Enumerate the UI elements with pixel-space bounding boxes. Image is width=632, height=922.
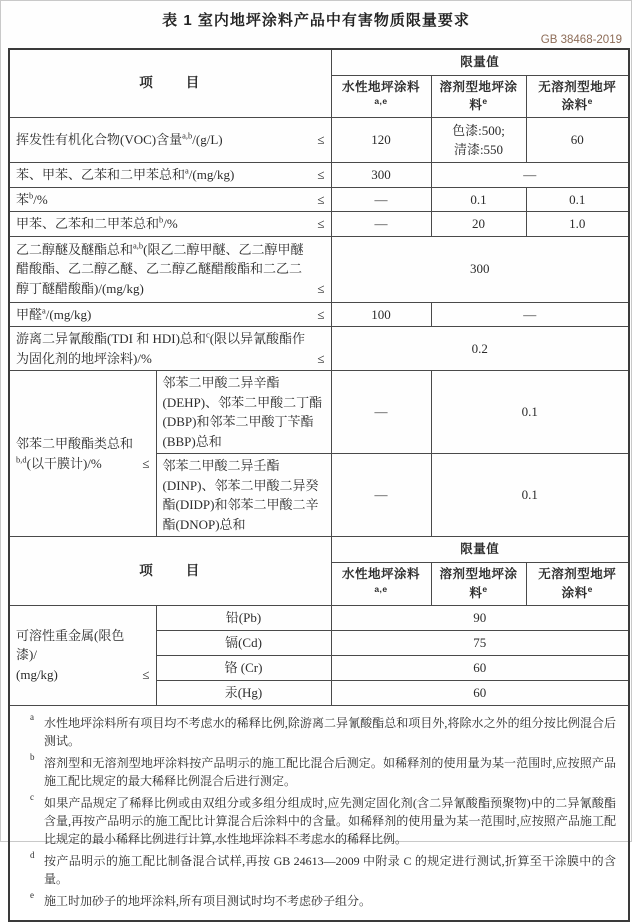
header-item: 项 目 [9,49,331,118]
row-glycol [9,236,629,302]
col-header-solvent: 溶剂型地坪涂料$^e$ [431,75,526,118]
cell-phthalates1-rest: 0.1 [431,371,629,454]
footnote-d: d 按产品明示的施工配比制备混合试样,再按 GB 24613—2009 中附录 C 的规定进行测试,折算至干涂膜中的含量。 [30,849,617,886]
cell-voc-water: 120 [331,118,431,163]
label-metal-cd: 镉(Cd) [156,630,331,655]
label-phthalates-group2: 邻苯二甲酸二异壬酯(DINP)、邻苯二甲酸二异癸酯(DIDP)和邻苯二甲酸二辛酯(DNOP)总和 [156,454,331,537]
cell-glycol-all: 300 [331,236,629,302]
leq-symbol: ≤ [317,191,325,207]
label-isocyanate: 游离二异氰酸酯(TDI 和 HDI)总和$^c$(限以异氰酸酯作为固化剂的地坪涂料)/% ≤ [9,327,331,371]
row-btex-mg [9,163,629,188]
label-voc: 挥发性有机化合物(VOC)含量$^{a,b}$/(g/L) ≤ [9,118,331,163]
row-metal-pb [9,605,629,630]
leq-symbol: ≤ [317,280,325,296]
header-limit-value-2: 限量值 [331,537,629,563]
footnote-a: a 水性地坪涂料所有项目均不考虑水的稀释比例,除游离二异氰酸酯总和项目外,将除水之外的组分按比例混合后测试。 [30,711,617,748]
cell-tex-water: — [331,212,431,237]
cell-metal-cr: 60 [331,655,629,680]
label-tex: 甲苯、乙苯和二甲苯总和$^b$/% ≤ [9,212,331,237]
cell-tex-solvent-free: 1.0 [526,212,629,237]
cell-tex-solvent: 20 [431,212,526,237]
label-benzene: 苯$^b$/% ≤ [9,187,331,212]
leq-symbol: ≤ [317,350,325,366]
cell-metal-hg: 60 [331,680,629,705]
col-header-water: 水性地坪涂料$^{a,e}$ [331,75,431,118]
cell-btex-rest: — [431,163,629,188]
cell-phthalates1-water: — [331,371,431,454]
cell-voc-solvent-free: 60 [526,118,629,163]
leq-symbol: ≤ [317,216,325,231]
col-header-solvent-free-2: 无溶剂型地坪涂料$^e$ [526,563,629,606]
label-phthalates: 邻苯二甲酸酯类总和$^{b,d}$(以干膜计)/% ≤ [9,371,156,537]
label-btex-mg: 苯、甲苯、乙苯和二甲苯总和$^a$/(mg/kg) ≤ [9,163,331,188]
row-phthalates-1 [9,371,629,454]
footnote-c: c 如果产品规定了稀释比例或由双组分或多组分组成时,应先测定固化剂(含二异氰酸酯预聚物)中的二异氰酸酯含量,再按产品明示的施工配比计算混合后涂料中的含量。如稀释剂的使用量为某一范围时,应按照产品施工配比规定的最小稀释比例进行计算,水性地坪涂料不考虑水的稀释比例。 [30,791,617,846]
cell-benzene-solvent-free: 0.1 [526,187,629,212]
header-item-2: 项 目 [9,537,331,606]
footnotes-cell [9,705,629,921]
cell-formaldehyde-rest: — [431,302,629,327]
label-metal-cr: 铬 (Cr) [156,655,331,680]
leq-symbol: ≤ [317,306,325,322]
label-metal-hg: 汞(Hg) [156,680,331,705]
cell-phthalates2-rest: 0.1 [431,454,629,537]
leq-symbol: ≤ [317,167,325,182]
leq-symbol: ≤ [142,455,150,471]
cell-voc-solvent: 色漆:500; 清漆:550 [431,118,526,163]
row-formaldehyde [9,302,629,327]
row-voc [9,118,629,163]
col-header-water-2: 水性地坪涂料$^{a,e}$ [331,563,431,606]
cell-formaldehyde-water: 100 [331,302,431,327]
row-footnotes [9,705,629,921]
header-limit-value: 限量值 [331,49,629,75]
col-header-solvent-2: 溶剂型地坪涂料$^e$ [431,563,526,606]
leq-symbol: ≤ [317,132,325,148]
cell-benzene-solvent: 0.1 [431,187,526,212]
col-header-solvent-free: 无溶剂型地坪涂料$^e$ [526,75,629,118]
cell-metal-pb: 90 [331,605,629,630]
limits-table [8,48,630,922]
leq-symbol: ≤ [142,666,150,682]
label-phthalates-group1: 邻苯二甲酸二异辛酯(DEHP)、邻苯二甲酸二丁酯(DBP)和邻苯二甲酸丁苄酯(BBP)总和 [156,371,331,454]
row-benzene [9,187,629,212]
table-title: 表 1 室内地坪涂料产品中有害物质限量要求 [162,12,470,29]
label-heavy-metals: 可溶性重金属(限色漆)/ (mg/kg) ≤ [9,605,156,705]
row-tex [9,212,629,237]
cell-phthalates2-water: — [331,454,431,537]
cell-metal-cd: 75 [331,630,629,655]
standard-code: GB 38468-2019 [540,34,622,46]
label-glycol: 乙二醇醚及醚酯总和$^{a,b}$(限乙二醇甲醚、乙二醇甲醚醋酸酯、乙二醇乙醚、乙二醇乙醚醋酸酯和二乙二醇丁醚醋酸酯)/(mg/kg) ≤ [9,236,331,302]
footnote-e: e 施工时加砂子的地坪涂料,所有项目测试时均不考虑砂子组分。 [30,889,372,908]
cell-isocyanate-all: 0.2 [331,327,629,371]
footnote-b: b 溶剂型和无溶剂型地坪涂料按产品明示的施工配比混合后测定。如稀释剂的使用量为某一范围时,应按照产品施工配比规定的最大稀释比例混合后进行测定。 [30,751,617,788]
cell-btex-water: 300 [331,163,431,188]
row-isocyanate [9,327,629,371]
cell-benzene-water: — [331,187,431,212]
label-metal-pb: 铅(Pb) [156,605,331,630]
label-formaldehyde: 甲醛$^a$/(mg/kg) ≤ [9,302,331,327]
